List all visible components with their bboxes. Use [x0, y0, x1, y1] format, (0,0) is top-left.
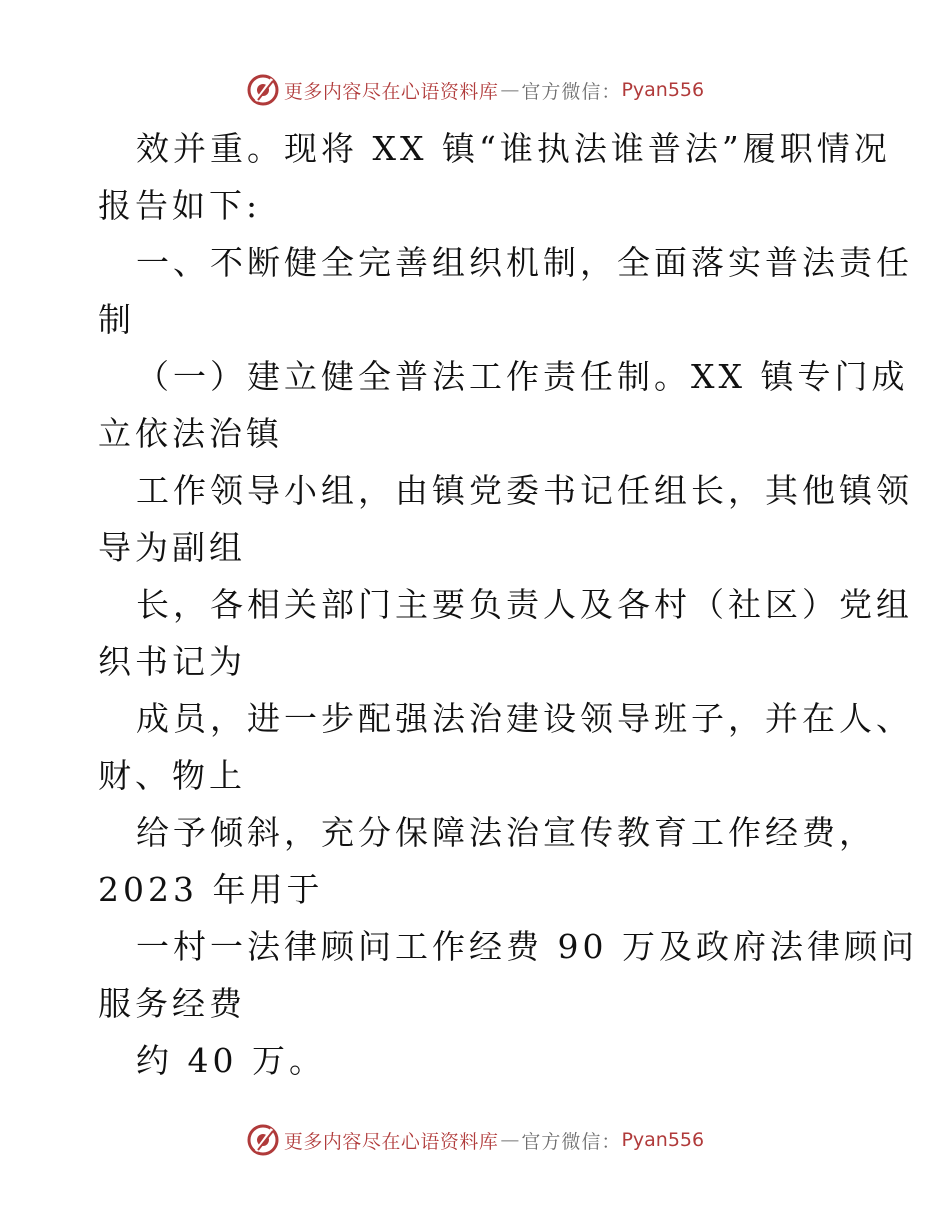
body-line: 织书记为: [98, 642, 246, 681]
document-body: [98, 120, 918, 1089]
section-heading-cont: 制: [98, 300, 135, 339]
header-banner: [0, 70, 950, 110]
body-line: 导为副组: [98, 528, 246, 567]
body-line: 立依法治镇: [98, 414, 283, 453]
footer-wechat-id: Pyan556: [621, 1129, 705, 1151]
section-heading: 一、不断健全完善组织机制，全面落实普法责任: [136, 243, 913, 282]
subsection-line: （一）建立健全普法工作责任制。XX 镇专门成: [136, 357, 909, 396]
body-line: 约 40 万。: [136, 1041, 326, 1080]
header-brand-text: 更多内容尽在心语资料库: [283, 80, 499, 103]
body-line: 报告如下:: [98, 186, 262, 225]
footer-banner: [0, 1120, 950, 1160]
body-line: 长，各相关部门主要负责人及各村（社区）党组: [136, 585, 913, 624]
body-line: 服务经费: [98, 984, 246, 1023]
brand-logo-icon: [246, 1123, 280, 1157]
footer-separator: —: [500, 1129, 520, 1151]
header-wechat-label: 官方微信：: [521, 80, 622, 103]
body-line: 给予倾斜，充分保障法治宣传教育工作经费，: [136, 813, 876, 852]
body-line: 效并重。现将 XX 镇“谁执法谁普法”履职情况: [136, 129, 891, 168]
body-line: 成员，进一步配强法治建设领导班子，并在人、: [136, 699, 913, 738]
footer-wechat-label: 官方微信：: [521, 1130, 622, 1153]
header-separator: —: [500, 79, 520, 101]
body-line: 工作领导小组，由镇党委书记任组长，其他镇领: [136, 471, 913, 510]
brand-logo-icon: [246, 73, 280, 107]
body-line: 一村一法律顾问工作经费 90 万及政府法律顾问: [136, 927, 918, 966]
header-wechat-id: Pyan556: [621, 79, 705, 101]
footer-brand-text: 更多内容尽在心语资料库: [283, 1130, 499, 1153]
body-line: 2023 年用于: [98, 870, 324, 909]
body-line: 财、物上: [98, 756, 246, 795]
